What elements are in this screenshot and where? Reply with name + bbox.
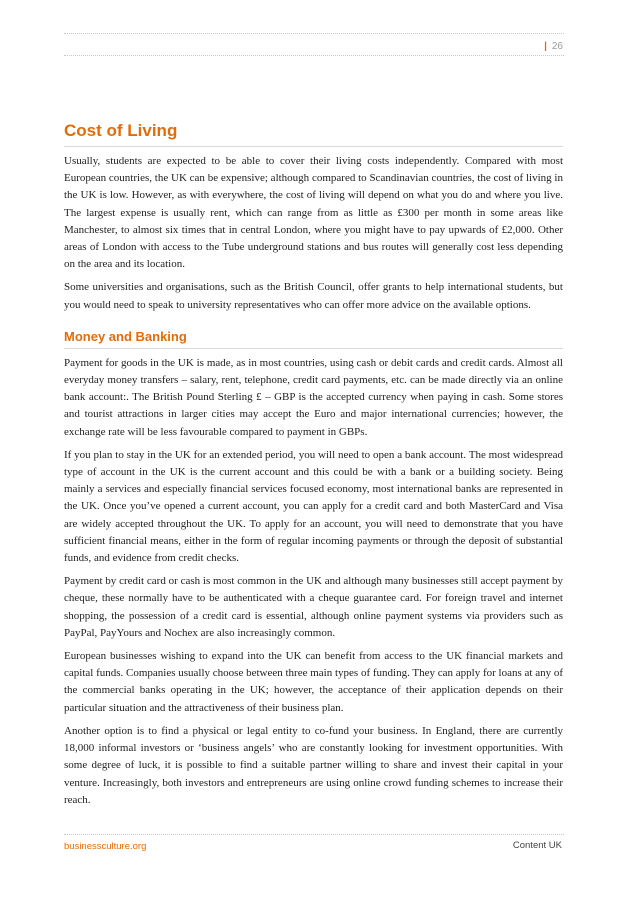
- section-title-money-and-banking: Money and Banking: [64, 328, 563, 349]
- footer-website: businessculture.org: [64, 841, 147, 852]
- footer-rule: [64, 834, 564, 835]
- paragraph: Some universities and organisations, such as the British Council, offer grants to help international students, but you would need to speak to university representatives who can offer more advice on the available options.: [64, 281, 563, 311]
- paragraph: Payment by credit card or cash is most common in the UK and although many businesses still accept payment by cheque, these normally have to be authenticated with a cheque guarantee card. For foreign travel and internet shopping, the possession of a credit card is essential, although online payment systems via providers such as PayPal, PayYours and Nochex are also increasingly common.: [64, 575, 563, 639]
- header-rule-top: [64, 33, 564, 34]
- page-number-value: 26: [551, 41, 563, 52]
- page-number: [544, 41, 563, 52]
- paragraph: Usually, students are expected to be able to cover their living costs independently. Compared with most European countries, the UK can be expensive; although compared to Scandinavian countries, the cost of living in the UK is low. However, as with everywhere, the cost of living will depend on what you do and where you live. The largest expense is usually rent, which can range from as little as £300 per month in some areas like Manchester, to almost six times that in central London, where you might have to pay upwards of £2,000. Other areas of London with access to the Tube underground stations and bus routes will generally cost less depending on the area and its location.: [64, 155, 563, 271]
- section-title-cost-of-living: Cost of Living: [64, 120, 563, 147]
- header-rule-bottom: [64, 55, 564, 56]
- page-number-separator: |: [544, 41, 547, 52]
- paragraph: Payment for goods in the UK is made, as in most countries, using cash or debit cards and credit cards. Almost all everyday money transfers – salary, rent, telephone, credit card payments, etc. can be made directly via an online bank account:. The British Pound Sterling £ – GBP is the accepted currency when paying in cash. Some stores and tourist attractions in larger cities may accept the Euro and major international currencies; however, the exchange rate will be less favourable compared to payment in GBPs.: [64, 356, 563, 438]
- paragraph: If you plan to stay in the UK for an extended period, you will need to open a bank account. The most widespread type of account in the UK is the current account and this could be with a bank or a building society. Being mainly a services and especially financial services focused economy, most international banks are represented in the UK. Once you’ve opened a current account, you can apply for a credit card and both MasterCard and Visa are widely accepted throughout the UK. To apply for an account, you will need to demonstrate that you have sufficient financial means, either in the form of regular incoming payments or through the deposit of substantial funds, and evidence from credit checks.: [64, 448, 563, 565]
- footer-section-label: Content UK: [512, 840, 562, 851]
- paragraph: European businesses wishing to expand into the UK can benefit from access to the UK financial markets and capital funds. Companies usually choose between three main types of funding. They can apply for loans at any of the commercial banks operating in the UK; however, the acceptance of their application depends on their particular situation and the attractiveness of their business plan.: [64, 650, 563, 714]
- paragraph: Another option is to find a physical or legal entity to co-fund your business. In England, there are currently 18,000 informal investors or ‘business angels’ who are constantly looking for investment opportunities. With some degree of luck, it is possible to find a suitable partner willing to share and invest their capital in your venture. Increasingly, both investors and entrepreneurs are using online crowd funding schemes to increase their reach.: [64, 724, 563, 806]
- page-content: [64, 120, 563, 815]
